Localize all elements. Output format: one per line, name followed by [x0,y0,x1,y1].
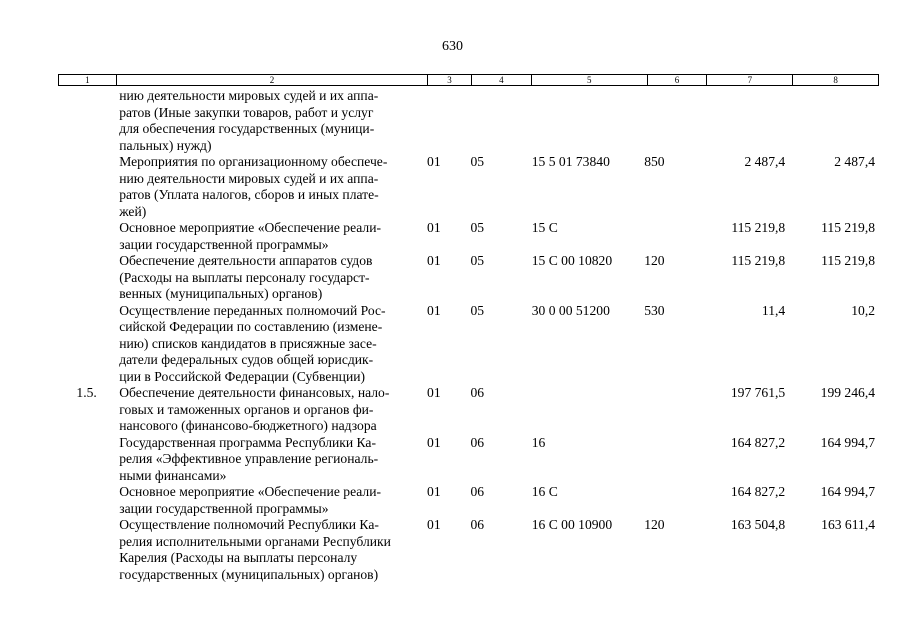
row-number [58,220,115,253]
subsection-code: 05 [470,154,485,169]
description-line: ции в Российской Федерации (Субвенции) [119,368,366,384]
target-article-code: 16 С [531,484,558,499]
amount-year-1: 197 761,5 [730,385,786,400]
description-line: сийской Федерации по составлению (измене- [119,319,383,334]
target-article-code: 16 [531,434,546,450]
subsection-code: 05 [470,253,485,268]
subsection-code: 06 [470,385,485,400]
section-code: 01 [427,434,441,450]
row-description [115,253,423,303]
table-row [58,484,879,517]
expense-type-code [640,220,699,253]
column-header-8: 8 [833,75,838,85]
column-header-6: 6 [648,75,708,85]
amount-year-1: 164 827,2 [730,434,786,450]
budget-table-body [58,88,879,583]
description-line: Карелия (Расходы на выплаты персоналу [119,550,358,565]
target-article-code: 15 5 01 73840 [531,154,610,169]
description-line: датели федеральных судов общей юрисдик- [119,352,374,367]
amount-year-1: 11,4 [761,302,786,318]
amount-year-1 [699,88,789,154]
row-number [58,484,115,517]
description-line: нию) списков кандидатов в присяжные засе- [119,335,377,351]
subsection-code [466,88,525,154]
amount-year-1: 2 487,4 [744,154,786,169]
row-number [58,253,115,303]
description-line: зации государственной программы» [119,500,329,516]
expense-type-code [640,435,699,485]
section-code: 01 [427,385,441,400]
column-header-row [58,74,879,86]
section-code: 01 [427,253,441,268]
description-line: Осуществление переданных полномочий Рос- [119,302,386,318]
expense-type-code: 850 [644,154,665,169]
table-row [58,435,879,485]
row-description [115,220,423,253]
row-number [58,88,115,154]
description-line: пальных) нужд) [119,137,212,153]
expense-type-code [640,385,699,435]
subsection-code: 06 [470,434,485,450]
description-line: нию деятельности мировых судей и их аппа- [119,88,379,103]
description-line: говых и таможенных органов и органов фи- [119,401,374,417]
target-article-code: 15 С [531,220,558,235]
description-line: государственных (муниципальных) органов) [119,566,379,582]
description-line: Основное мероприятие «Обеспечение реали- [119,220,382,235]
row-description [115,484,423,517]
expense-type-code: 530 [644,302,665,318]
description-line: релия «Эффективное управление региональ- [119,451,379,466]
amount-year-2: 164 994,7 [820,484,876,499]
amount-year-2: 115 219,8 [821,253,876,268]
description-line: Мероприятия по организационному обеспече- [119,154,388,169]
amount-year-1: 163 504,8 [730,517,786,532]
section-code: 01 [427,220,441,235]
amount-year-2: 164 994,7 [820,434,876,450]
table-row [58,303,879,386]
target-article-code: 15 С 00 10820 [531,253,613,268]
description-line: нансового (финансово-бюджетного) надзора [119,418,377,433]
description-line: ными финансами» [119,467,227,483]
target-article-code: 30 0 00 51200 [531,302,610,318]
expense-type-code [640,484,699,517]
amount-year-2: 163 611,4 [821,517,876,532]
row-number [58,435,115,485]
section-code: 01 [427,517,441,532]
row-number [58,154,115,220]
row-number [58,303,115,386]
subsection-code: 05 [470,302,485,318]
column-header-4: 4 [472,75,532,85]
description-line: Обеспечение деятельности финансовых, нало- [119,385,390,400]
amount-year-2 [789,88,879,154]
row-description [115,303,423,386]
description-line: Осуществление полномочий Республики Ка- [119,517,379,532]
expense-type-code: 120 [644,517,665,532]
page-number: 630 [442,39,463,54]
table-row [58,253,879,303]
amount-year-1: 164 827,2 [730,484,786,499]
description-line: зации государственной программы» [119,236,329,252]
column-header-1: 1 [59,75,117,85]
target-article-code [526,88,640,154]
description-line: Основное мероприятие «Обеспечение реали- [119,484,382,499]
description-line: релия исполнительными органами Республики [119,533,391,549]
table-row [58,154,879,220]
target-article-code: 16 С 00 10900 [531,517,613,532]
amount-year-1: 115 219,8 [731,253,786,268]
section-code: 01 [427,154,441,169]
row-description [115,88,423,154]
amount-year-2: 199 246,4 [820,385,876,400]
amount-year-2: 2 487,4 [834,154,876,169]
row-number [58,517,115,583]
amount-year-2: 10,2 [851,302,876,318]
description-line: нию деятельности мировых судей и их аппа- [119,170,379,186]
table-row [58,385,879,435]
section-code: 01 [427,484,441,499]
description-line: ратов (Уплата налогов, сборов и иных плате- [119,187,379,202]
column-header-3: 3 [428,75,472,85]
column-header-5: 5 [532,75,648,85]
row-description [115,517,423,583]
description-line: (Расходы на выплаты персоналу государст- [119,269,370,285]
description-line: ратов (Иные закупки товаров, работ и услуг [119,104,374,120]
table-row [58,517,879,583]
expense-type-code: 120 [644,253,665,268]
column-header-2: 2 [117,75,428,85]
subsection-code: 06 [470,517,485,532]
table-row [58,88,879,154]
description-line: жей) [119,203,147,219]
description-line: для обеспечения государственных (муници- [119,121,375,136]
amount-year-1: 115 219,8 [731,220,786,235]
subsection-code: 06 [470,484,485,499]
table-row [58,220,879,253]
section-code [423,88,466,154]
row-description [115,385,423,435]
description-line: Обеспечение деятельности аппаратов судов [119,253,373,268]
column-header-7: 7 [707,75,793,85]
amount-year-2: 115 219,8 [821,220,876,235]
row-number: 1.5. [76,385,97,400]
description-line: Государственная программа Республики Ка- [119,434,376,450]
description-line: венных (муниципальных) органов) [119,286,323,301]
expense-type-code [640,88,699,154]
row-description [115,435,423,485]
section-code: 01 [427,302,441,318]
subsection-code: 05 [470,220,485,235]
row-description [115,154,423,220]
target-article-code [526,385,640,435]
